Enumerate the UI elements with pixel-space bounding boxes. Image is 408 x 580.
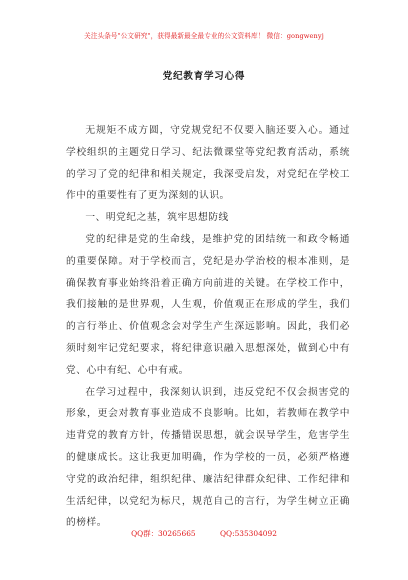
- paragraph-discipline-lifeline: 党的纪律是党的生命线，是维护党的团结统一和政令畅通的重要保障。对于学校而言，党纪是办学治校的根本准则，是确保教育事业始终沿着正确方向前进的关键。在学校工作中，我们接触的是世界观，人生观，价值观正在形成的学生，我们的言行举止、价值观念会对学生产生深远影响。因此，我们必须时刻牢记党纪要求，将纪律意识融入思想深处，做到心中有党、心中有纪、心中有戒。: [66, 233, 350, 376]
- qq-number: QQ:535304092: [219, 529, 277, 538]
- qq-group-number: QQ群：30265665: [131, 529, 196, 538]
- promo-banner: 关注头条号"公文研究"，获得最新最全最专业的公文资料库！ 微信：gongwenyj: [84, 32, 324, 40]
- page-title: 党纪教育学习心得: [162, 71, 246, 82]
- document-body: [66, 120, 350, 534]
- paragraph-learning-process: 在学习过程中，我深刻认识到，违反党纪不仅会损害党的形象，更会对教育事业造成不良影响。比如，若教师在教学中违背党的教育方针，传播错误思想，就会误导学生，危害学生的健康成长。这让我更加明确，作为学校的一员，必须严格遵守党的政治纪律，组织纪律、廉洁纪律群众纪律、工作纪律和生活纪律，以党纪为标尺，规范自己的言行，为学生树立正确的榜样。: [66, 386, 350, 529]
- contact-footer: [0, 528, 408, 539]
- paragraph-intro: 无规矩不成方圆，守党规党纪不仅要入脑还要入心。通过学校组织的主题党日学习、纪法微课堂等党纪教育活动，系统的学习了党的纪律和相关规定，我深受启发，对党纪在学校工作中的重要性有了更为深刻的认识。: [66, 125, 350, 202]
- section-heading-1: 一、明党纪之基，筑牢思想防线: [85, 212, 229, 224]
